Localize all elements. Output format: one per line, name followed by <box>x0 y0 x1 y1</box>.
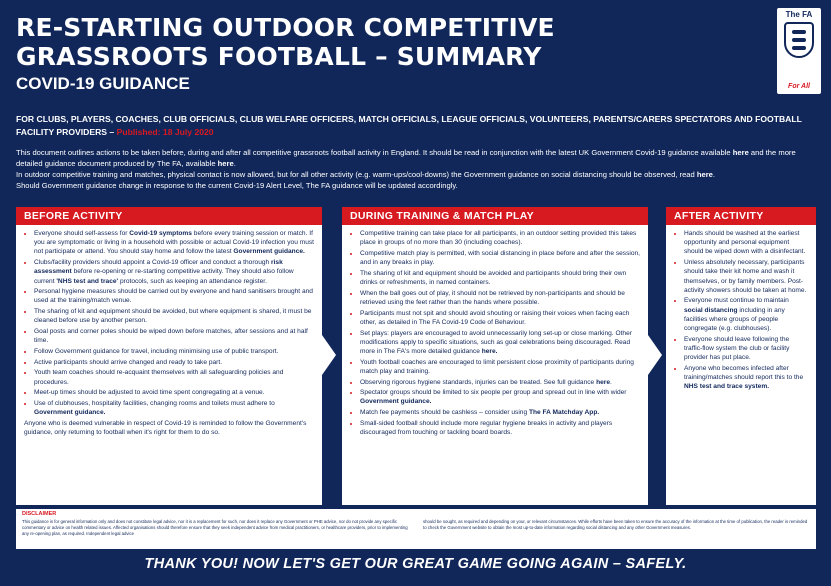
govt-guidance-link[interactable]: here <box>732 148 749 157</box>
before-activity-panel <box>16 207 322 505</box>
bold-text: here. <box>481 347 498 355</box>
bold-text: social distancing <box>684 306 738 314</box>
before-activity-heading: BEFORE ACTIVITY <box>16 207 322 225</box>
disclaimer-box <box>16 509 816 549</box>
before-activity-list <box>16 225 322 417</box>
after-activity-heading: AFTER ACTIVITY <box>666 207 816 225</box>
audience-line <box>16 113 806 139</box>
bold-text: The FA Matchday App. <box>528 409 600 417</box>
bold-text: Covid-19 symptoms <box>129 230 192 237</box>
list-item: • The sharing of kit and equipment should be avoided, but where equipment is shared, it must be cleaned before use by another person. <box>34 307 314 325</box>
list-item: • Use of clubhouses, hospitality facilities, changing rooms and toilets must adhere to Government guidance. <box>34 399 314 417</box>
disclaimer-text-right: should be sought, as required and depending on your, or relevant circumstances. While efforts have been taken to ensure the accuracy of the information at the time of publication, the reader is reminded to check the Government website to obtain the most up-to-date information regarding social distancing and any other Government measures. <box>423 519 808 530</box>
list-item: • Everyone should self-assess for Covid-19 symptoms before every training session or match. If you are symptomatic or living in a household with possible or actual Covid-19 infection you must not participate or attend. You should stay home and follow the latest Government guidance. <box>34 229 314 257</box>
list-item: • Youth football coaches are encouraged to limit persistent close proximity of participants during match play and training. <box>360 358 640 376</box>
list-item: • Competitive training can take place for all participants, in an outdoor setting provided this takes place in groups of no more than 30 (including coaches). <box>360 229 640 247</box>
bold-text: Government guidance. <box>360 398 432 406</box>
bold-text: risk assessment <box>34 259 283 276</box>
list-item: • Set plays: players are encouraged to avoid unnecessarily long set-up or close marking. Other modifications apply to specific situations, such as goal celebrations being discouraged. Read more in The FA's more detailed guidance here. <box>360 329 640 357</box>
list-item: • Follow Government guidance for travel, including minimising use of public transport. <box>34 347 314 356</box>
disclaimer-heading: DISCLAIMER <box>22 511 57 517</box>
fa-logo-tagline: For All <box>788 83 810 90</box>
list-item: • Meet-up times should be adjusted to avoid time spent congregating at a venue. <box>34 388 314 397</box>
intro-paragraph-3: Should Government guidance change in response to the current Covid-19 Alert Level, The FA guidance will be updated accordingly. <box>16 181 458 190</box>
bold-text: Government guidance. <box>233 248 305 256</box>
social-distancing-link[interactable]: here <box>696 170 713 179</box>
disclaimer-text-left: This guidance is for general information only and does not constitute legal advice, nor it is a replacement for such, nor does it replace any Government or PHE advice, nor do not provide any specific commentary or advice on health related issues. Affected organisations should therefore ensure that they seek independent advice from medical practitioners, or healthcare providers, prior to implementing any re-opening plan, as required. Independent legal advice <box>22 519 408 536</box>
thank-you-banner: THANK YOU! NOW LET'S GET OUR GREAT GAME GOING AGAIN – SAFELY. <box>144 556 687 572</box>
list-item: • Participants must not spit and should avoid shouting or raising their voices when facing each other, as detailed in The FA Covid-19 Code of Behaviour. <box>360 309 640 327</box>
list-item: • Active participants should arrive changed and ready to take part. <box>34 358 314 367</box>
bold-text: 'NHS test and trace' <box>56 277 119 285</box>
list-item: • Hands should be washed at the earliest opportunity and personal equipment should be wiped down with a disinfectant. <box>684 229 808 257</box>
arrow-icon <box>322 335 336 375</box>
list-item: • Competitive match play is permitted, with social distancing in place before and after the session, and in any breaks in play. <box>360 249 640 267</box>
list-item: • Observing rigorous hygiene standards, injuries can be treated. See full guidance here. <box>360 378 640 387</box>
bold-text: NHS test and trace system. <box>684 383 770 391</box>
fa-logo <box>777 8 821 94</box>
after-activity-panel <box>666 207 816 505</box>
list-item: • Unless absolutely necessary, participants should take their kit home and wash it themselves, or by family members. Post-activity showers should be taken at home. <box>684 258 808 295</box>
list-item: • Personal hygiene measures should be carried out by everyone and hand sanitisers brought and used at the training/match venue. <box>34 287 314 305</box>
list-item: • Goal posts and corner poles should be wiped down before matches, after sessions and at half time. <box>34 327 314 345</box>
list-item: • Everyone should leave following the traffic-flow system the club or facility provider has put place. <box>684 335 808 363</box>
during-training-heading: DURING TRAINING & MATCH PLAY <box>342 207 648 225</box>
bold-text: here <box>596 378 610 386</box>
list-item: • The sharing of kit and equipment should be avoided and participants should bring their own drinks or refreshments, in named containers. <box>360 269 640 287</box>
during-training-panel <box>342 207 648 505</box>
list-item: • Match fee payments should be cashless – consider using The FA Matchday App. <box>360 408 640 417</box>
intro-paragraph-1: This document outlines actions to be taken before, during and after all competitive grassroots football activity in England. It should be read in conjunction with the latest UK Government Covid-19 guidance available here and the more detailed guidance document produced by The FA, available here. <box>16 148 796 168</box>
vulnerable-note: Anyone who is deemed vulnerable in respect of Covid-19 is reminded to follow the Government's guidance, only returning to football when it's right for them to do so. <box>24 419 307 437</box>
list-item: • Everyone must continue to maintain social distancing including in any facilities where groups of people congregate (e.g. clubhouses). <box>684 296 808 333</box>
audience-text: FOR CLUBS, PLAYERS, COACHES, CLUB OFFICIALS, CLUB WELFARE OFFICERS, MATCH OFFICIALS, LEAGUE OFFICIALS, VOLUNTEERS, PARENTS/CARERS SPECTATORS AND FOOTBALL FACILITY PROVIDERS – <box>16 114 802 137</box>
three-lions-crest-icon <box>784 22 814 58</box>
list-item: • Clubs/facility providers should appoint a Covid-19 officer and conduct a thorough risk assessment before re-opening or re-starting competitive activity. They should also follow current 'NHS test and trace' protocols, such as keeping an attendance register. <box>34 258 314 286</box>
during-training-list <box>342 225 648 437</box>
fa-logo-text: The FA <box>785 10 813 19</box>
list-item: • Small-sided football should include more regular hygiene breaks in activity and players discouraged from touching or tackling board boards. <box>360 419 640 437</box>
list-item: • Youth team coaches should re-acquaint themselves with all safeguarding policies and procedures. <box>34 368 314 386</box>
arrow-icon <box>648 335 662 375</box>
intro-paragraph-2: In outdoor competitive training and matches, physical contact is now allowed, but for all other activity (e.g. warm-ups/cool-downs) the Government guidance on social distancing should be observed, read here. <box>16 170 716 179</box>
after-activity-list <box>666 225 816 391</box>
list-item: • Anyone who becomes infected after training/matches should report this to the NHS test and trace system. <box>684 364 808 392</box>
list-item: • When the ball goes out of play, it should not be retrieved by non-participants and should be retrieved using the feet rather than the hands where possible. <box>360 289 640 307</box>
bold-text: Government guidance. <box>34 409 106 417</box>
intro-text <box>16 147 816 191</box>
published-date: Published: 18 July 2020 <box>114 127 214 137</box>
page-title: RE-STARTING OUTDOOR COMPETITIVE GRASSROOTS FOOTBALL – SUMMARY <box>16 13 555 71</box>
list-item: • Spectator groups should be limited to six people per group and spread out in line with wider Government guidance. <box>360 388 640 406</box>
fa-guidance-link[interactable]: here <box>217 159 234 168</box>
page-subtitle: COVID-19 GUIDANCE <box>16 74 190 93</box>
